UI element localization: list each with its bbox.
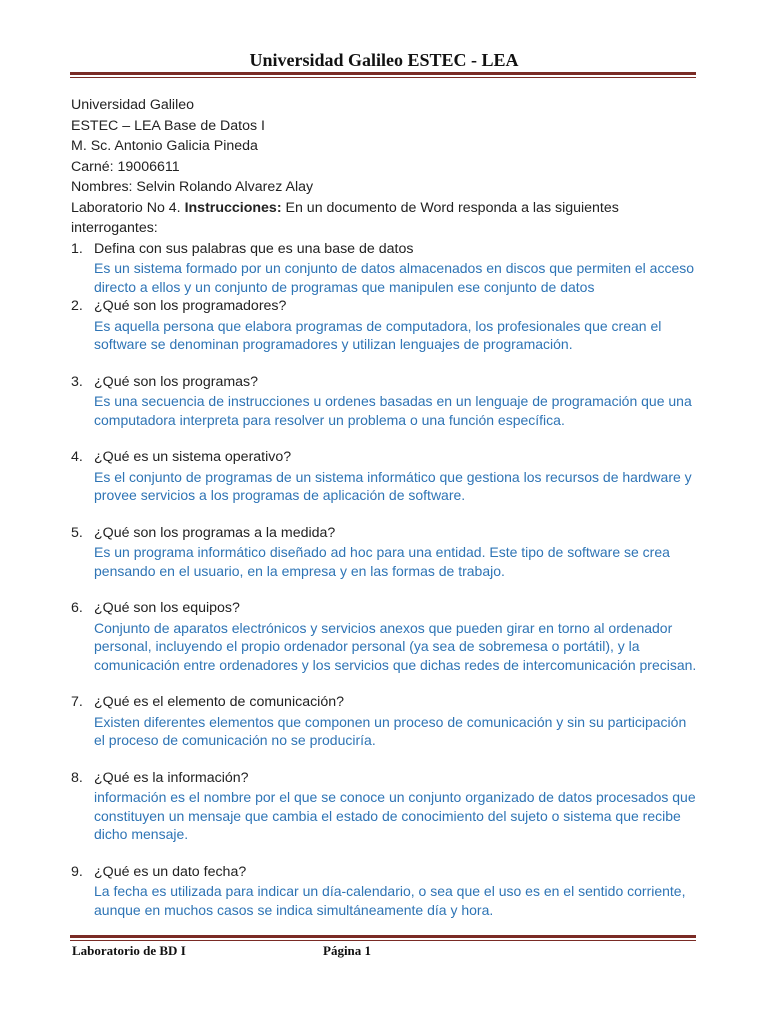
answer-text: Conjunto de aparatos electrónicos y servicios anexos que pueden girar en torno al ordenador personal, incluyendo el propio ordenador personal (ya sea de sobremesa o portátil), y la comunicación entre ordenadores y los servicios que dichas redes de intercomunicación precisan. [94,619,697,673]
question-text: ¿Qué son los equipos? [94,600,240,616]
answer-text: información es el nombre por el que se conoce un conjunto organizado de datos procesados que constituyen un mensaje que cambia el estado de conocimiento del sujeto o sistema que recibe dicho mensaje. [94,789,696,842]
question-text: ¿Qué es un sistema operativo? [94,449,292,465]
question-item-7 [71,692,697,750]
lab-instructions [71,198,697,239]
answer-text: Es un programa informático diseñado ad hoc para una entidad. Este tipo de software se crea pensando en el usuario, en la empresa y en las formas de trabajo. [94,544,670,579]
question-number: 1. [71,240,83,257]
question-text: Defina con sus palabras que es una base de datos [94,240,414,257]
answer-text: Es aquella persona que elabora programas de computadora, los profesionales que crean el software se denominan programadores y utilizan lenguajes de programación. [94,317,662,352]
question-item-4 [71,447,697,505]
question-number: 5. [71,524,83,541]
question-number: 9. [71,863,83,880]
header-rule-thick [70,72,696,75]
question-item-9 [71,862,697,920]
answer-text: Es un sistema formado por un conjunto de datos almacenados en discos que permiten el acceso directo a ellos y un conjunto de programas que manipulen ese conjunto de datos [94,260,695,295]
question-text: ¿Qué son los programas? [94,373,259,390]
question-text: ¿Qué es el elemento de comunicación? [94,694,344,710]
intro-line: Carné: 19006611 [71,158,180,175]
question-text: ¿Qué son los programadores? [94,298,287,314]
answer-text: Es el conjunto de programas de un sistema informático que gestiona los recursos de hardware y provee servicios a los programas de aplicación de software. [94,468,692,503]
question-item-5 [71,523,697,581]
footer-rule-thin [70,940,696,941]
question-item-3 [71,372,697,430]
instructions-label: Instrucciones: [184,199,282,216]
question-item-2 [71,296,697,354]
question-number: 7. [71,694,83,710]
intro-line: M. Sc. Antonio Galicia Pineda [71,138,258,154]
question-item-1 [71,239,697,297]
document-body [71,95,697,919]
header-rule-thin [70,77,696,78]
question-number: 2. [71,298,83,314]
header-title: Universidad Galileo ESTEC - LEA [249,50,519,70]
question-number: 3. [71,373,83,390]
question-text: ¿Qué es la información? [94,769,249,786]
lab-instructions-text: En un documento de Word responda a las siguientes interrogantes: [71,199,619,236]
question-number: 6. [71,600,83,616]
questions-list [71,239,697,920]
footer-page-number: Página 1 [323,943,372,958]
answer-text: Es una secuencia de instrucciones u ordenes basadas en un lenguaje de programación que una computadora interpreta para resolver un problema o una función específica. [94,393,692,428]
answer-text: Existen diferentes elementos que componen un proceso de comunicación y sin su participación el proceso de comunicación no se produciría. [94,713,687,748]
question-number: 4. [71,449,83,465]
intro-line: Universidad Galileo [71,97,195,113]
question-text: ¿Qué son los programas a la medida? [94,524,336,541]
intro-line: Nombres: Selvin Rolando Alvarez Alay [71,179,314,195]
lab-prefix: Laboratorio No 4. [71,199,185,216]
footer-lab-title: Laboratorio de BD I [72,943,186,958]
question-text: ¿Qué es un dato fecha? [94,863,247,880]
intro-line: ESTEC – LEA Base de Datos I [71,117,265,134]
answer-text: La fecha es utilizada para indicar un día-calendario, o sea que el uso es en el sentido corriente, aunque en muchos casos se indica simultáneamente día y hora. [94,883,686,918]
footer-rule-thick [70,935,696,938]
question-item-6 [71,598,697,674]
question-number: 8. [71,769,83,786]
question-item-8 [71,768,697,844]
